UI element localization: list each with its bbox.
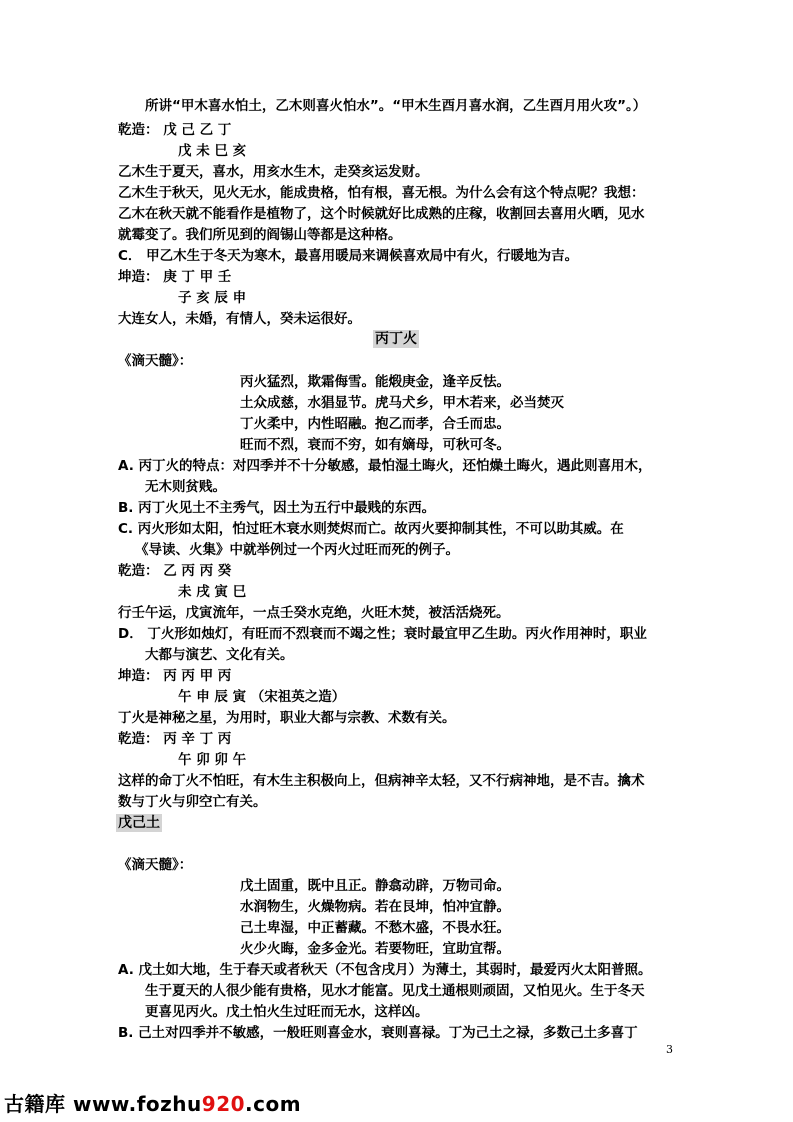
text-line: 《导读、火集》中就举例过一个丙火过旺而死的例子。 xyxy=(135,542,459,558)
text-line: 乾造： 戊 己 乙 丁 xyxy=(118,122,232,138)
text-line: 戊 未 巳 亥 xyxy=(178,143,247,159)
section-heading: 丙丁火 xyxy=(375,331,417,347)
verse-line: 土众成慈，水猖显节。虎马犬乡，甲木若来，必当焚灭 xyxy=(240,395,564,411)
page-number: 3 xyxy=(666,1043,673,1056)
text-line: 坤造： 庚 丁 甲 壬 xyxy=(118,269,232,285)
text-line: A. 戊土如大地，生于春天或者秋天（不包含戌月）为薄土，其弱时，最爱丙火太阳普照。 xyxy=(118,962,652,978)
text-line: D． 丁火形如烛灯，有旺而不烈衰而不竭之性；衰时最宜甲乙生助。丙火作用神时，职业 xyxy=(118,626,647,642)
site-footer xyxy=(4,1088,301,1117)
text-line: 《滴天髓》： xyxy=(118,353,193,369)
text-line: 午 申 辰 寅 （宋祖英之造） xyxy=(178,689,346,705)
text-line: 未 戌 寅 巳 xyxy=(178,584,247,600)
section-heading: 戊己土 xyxy=(118,815,160,831)
text-line: 乙木生于秋天，见火无水，能成贵格，怕有根，喜无根。为什么会有这个特点呢？我想： xyxy=(118,185,645,201)
text-line: 丁火是神秘之星，为用时，职业大都与宗教、术数有关。 xyxy=(118,710,456,726)
verse-line: 水润物生，火燥物病。若在艮坤，怕冲宜静。 xyxy=(240,899,510,915)
text-line: 就霉变了。我们所见到的阎锡山等都是这种格。 xyxy=(118,227,402,243)
footer-url-number: 920 xyxy=(201,1092,246,1116)
text-line: 数与丁火与卯空亡有关。 xyxy=(118,794,267,810)
text-line: 乙木生于夏天，喜水，用亥水生木，走癸亥运发财。 xyxy=(118,164,429,180)
text-line: A. 丙丁火的特点：对四季并不十分敏感，最怕湿土晦火，还怕燥土晦火，遇此则喜用木， xyxy=(118,458,652,474)
verse-line: 旺而不烈，衰而不穷，如有嫡母，可秋可冬。 xyxy=(240,437,510,453)
text-line: 《滴天髓》： xyxy=(118,857,193,873)
text-line: 午 卯 卯 午 xyxy=(178,752,247,768)
text-line: C． 甲乙木生于冬天为寒木，最喜用暖局来调候喜欢局中有火，行暖地为吉。 xyxy=(118,248,579,264)
text-line: 大都与演艺、文化有关。 xyxy=(145,647,294,663)
footer-brand: 古籍库 xyxy=(4,1092,66,1116)
text-line: 所讲“甲木喜水怕土，乙木则喜火怕水”。“甲木生酉月喜水润，乙生酉月用火攻”。） xyxy=(145,98,647,114)
text-line: 坤造： 丙 丙 甲 丙 xyxy=(118,668,232,684)
text-line: 大连女人，未婚，有情人，癸未运很好。 xyxy=(118,311,361,327)
text-line: 行壬午运，戊寅流年，一点壬癸水克绝，火旺木焚，被活活烧死。 xyxy=(118,605,510,621)
text-line: B. 己土对四季并不敏感，一般旺则喜金水，衰则喜禄。丁为己土之禄，多数己土多喜丁 xyxy=(118,1025,638,1041)
footer-url-prefix: www.fozhu xyxy=(72,1092,202,1116)
text-line: 这样的命丁火不怕旺，有木生主积极向上，但病神辛太轻，又不行病神地，是不吉。擒术 xyxy=(118,773,645,789)
text-line: 无木则贫贱。 xyxy=(145,479,226,495)
verse-line: 戊土固重，既中且正。静翕动辟，万物司命。 xyxy=(240,878,510,894)
text-line: 子 亥 辰 申 xyxy=(178,290,247,306)
verse-line: 火少火晦，金多金光。若要物旺，宜助宜帮。 xyxy=(240,941,510,957)
text-line: 更喜见丙火。戊土怕火生过旺而无水，这样凶。 xyxy=(145,1004,429,1020)
verse-line: 己土卑湿，中正蓄藏。不愁木盛，不畏水狂。 xyxy=(240,920,510,936)
text-line: B. 丙丁火见土不主秀气，因土为五行中最贱的东西。 xyxy=(118,500,436,516)
verse-line: 丁火柔中，内性昭融。抱乙而孝，合壬而忠。 xyxy=(240,416,510,432)
text-line: 乾造： 丙 辛 丁 丙 xyxy=(118,731,232,747)
text-line: 乙木在秋天就不能看作是植物了，这个时候就好比成熟的庄稼，收割回去喜用火晒，见水 xyxy=(118,206,645,222)
verse-line: 丙火猛烈，欺霜侮雪。能煅庚金，逢辛反怯。 xyxy=(240,374,510,390)
text-line: C. 丙火形如太阳，怕过旺木衰水则焚烬而亡。故丙火要抑制其性，不可以助其威。在 xyxy=(118,521,624,537)
text-line: 乾造： 乙 丙 丙 癸 xyxy=(118,563,232,579)
text-line: 生于夏天的人很少能有贵格，见水才能富。见戊土通根则顽固，又怕见火。生于冬天 xyxy=(145,983,645,999)
footer-url-suffix: .com xyxy=(245,1092,302,1116)
